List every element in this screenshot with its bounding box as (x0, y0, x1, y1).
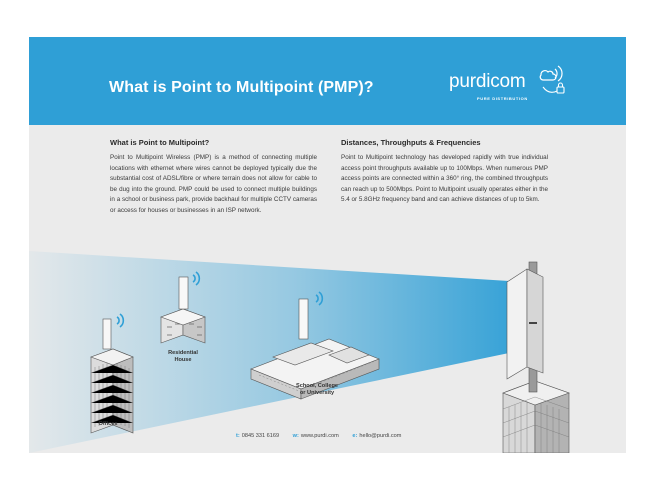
page-title: What is Point to Multipoint (PMP)? (109, 79, 374, 96)
offices-label: Offices (98, 421, 118, 427)
contact-footer (236, 433, 413, 439)
logo-wordmark: purdicom (449, 71, 526, 92)
footer-phone[interactable]: t: 0845 331 6169 (236, 433, 280, 439)
footer-email[interactable]: e: hello@purdi.com (352, 433, 402, 439)
specs-paragraph: Point to Multipoint technology has developed rapidly with true individual access point throughputs available up to 100Mbps. When numerous PMP access points are connected within a 360° ring, the combined throughputs can reach up to 500Mbps. Point to Multipoint usually operates either in the 5.4 or 5.8GHz frequency band and can achieve distances of up to 5km. (341, 154, 548, 204)
intro-heading: What is Point to Multipoint? (110, 138, 210, 147)
logo-tagline: PURE DISTRIBUTION (477, 96, 528, 101)
residential-label: Residential House (168, 350, 198, 363)
school-label: School, College or University (296, 383, 338, 396)
intro-paragraph: Point to Multipoint Wireless (PMP) is a method of connecting multiple locations with ethernet where wires cannot be deployed typically due the substantial cost of ADSL/fibre or where terrain does not allow for cable to be dug into the ground. PMP could be used to connect multiple buildings in a school or business park, provide backhaul for multiple CCTV cameras or access for houses or businesses in an ISP network. (110, 154, 317, 214)
specs-heading: Distances, Throughputs & Frequencies (341, 138, 481, 147)
footer-website[interactable]: w: www.purdi.com (292, 433, 339, 439)
brochure-sheet (29, 37, 626, 453)
sector-antenna (507, 262, 543, 392)
